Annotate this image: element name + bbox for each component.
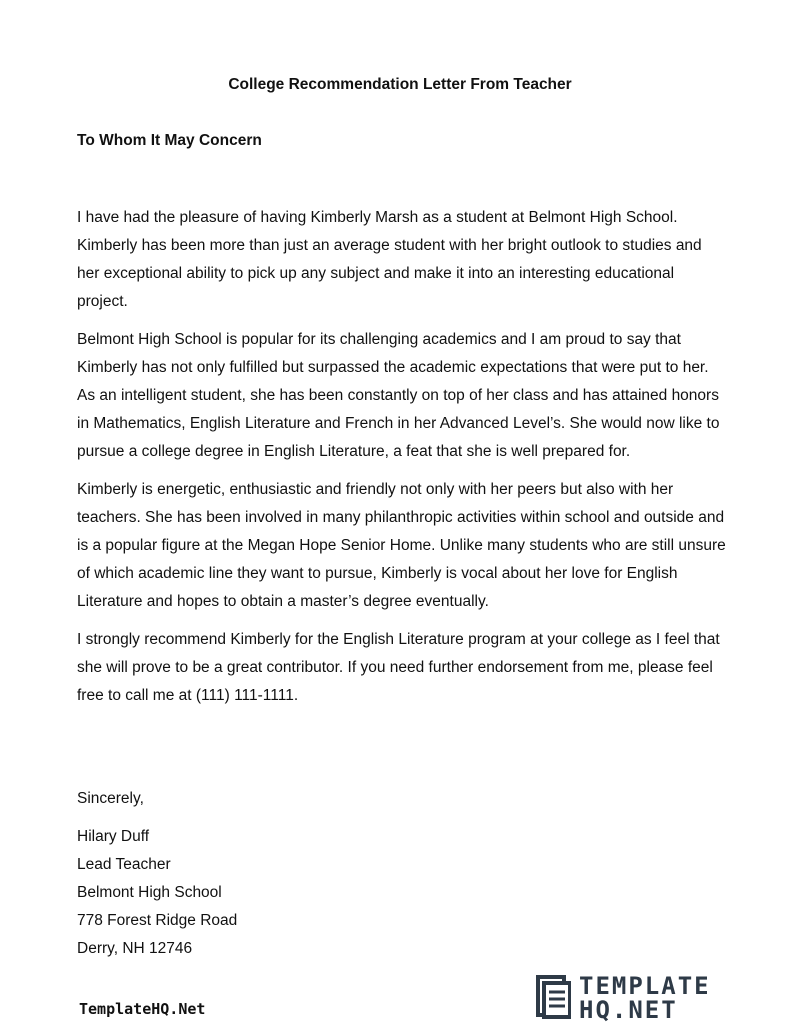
logo-text-line1: TEMPLATE bbox=[579, 972, 711, 1000]
logo-text-line2: HQ.NET bbox=[579, 996, 678, 1024]
paragraph-3: Kimberly is energetic, enthusiastic and friendly not only with her peers but also with her teachers. She has been involved in many philanthropic activities within school and outside and is a popular figure at the Megan Hope Senior Home. Unlike many students who are still unsure of which academic line they want to pursue, Kimberly is vocal about her love for English Literature and hopes to obtain a master’s degree eventually. bbox=[77, 481, 726, 610]
letter-body bbox=[77, 204, 727, 720]
signer-city: Derry, NH 12746 bbox=[77, 940, 193, 957]
footer-site-text: TemplateHQ.Net bbox=[79, 1000, 206, 1018]
templatehq-logo bbox=[535, 970, 725, 1026]
paragraph-4: I strongly recommend Kimberly for the English Literature program at your college as I feel that she will prove to be a great contributor. If you need further endorsement from me, please feel free to call me at (111) 111-1111. bbox=[77, 631, 720, 704]
signer-role: Lead Teacher bbox=[77, 856, 171, 873]
signer-name: Hilary Duff bbox=[77, 828, 150, 845]
document-title: College Recommendation Letter From Teacher bbox=[228, 76, 572, 93]
closing: Sincerely, bbox=[77, 790, 144, 807]
signer-school: Belmont High School bbox=[77, 884, 222, 901]
paragraph-2: Belmont High School is popular for its challenging academics and I am proud to say that Kimberly has not only fulfilled but surpassed the academic expectations that were put to her. As an intelligent student, she has been constantly on top of her class and has attained honors in Mathematics, English Literature and French in her Advanced Level’s. She would now like to pursue a college degree in English Literature, a feat that she is well prepared for. bbox=[77, 331, 720, 460]
paragraph-1: I have had the pleasure of having Kimberly Marsh as a student at Belmont High School. Kimberly has been more than just an average student with her bright outlook to studies and her exceptional ability to pick up any subject and make it into an interesting educational project. bbox=[77, 209, 702, 310]
salutation: To Whom It May Concern bbox=[77, 132, 262, 149]
signer-street: 778 Forest Ridge Road bbox=[77, 912, 238, 929]
signature-block bbox=[77, 823, 237, 963]
document-icon bbox=[535, 974, 571, 1020]
